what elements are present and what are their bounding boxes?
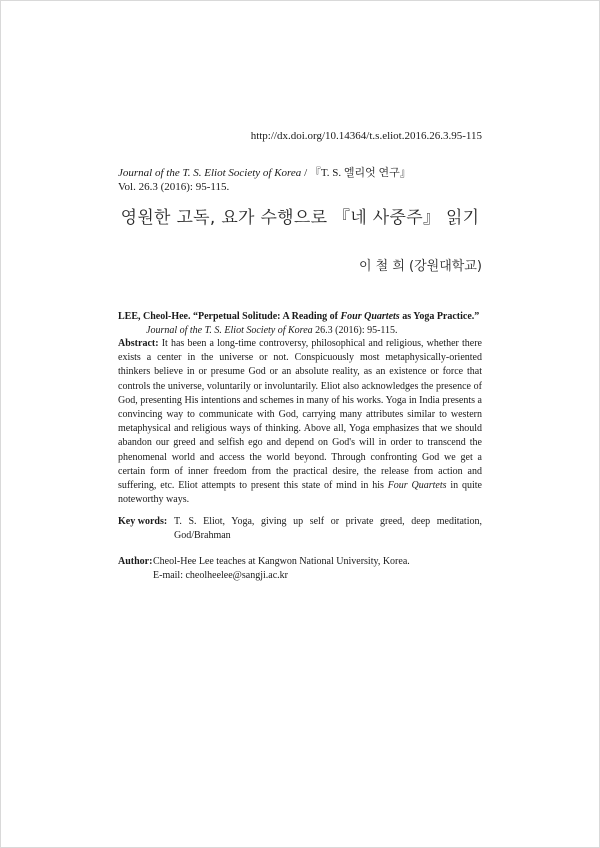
abstract-text: It has been a long-time controversy, philosophical and religious, whether there exists a center in the universe or not. Conspicuously most metaphysically-oriented thinkers believe in or presume God or an absolute reality, as an existence or force that controls the universe, voluntarily or involuntarily. Eliot also acknowledges the presence of God, presenting His intentions and schemes in many of his works. Yoga in India presents a convincing way to communicate with God, carrying many attributes similar to western metaphysical and religious ways of thinking. Above all, Yoga emphasizes that we should abandon our greed and selfish ego and depend on God's will in order to transcend the phenomenal world and access the world beyond. Through confronting God we get a certain form of inner freedom from the practical desire, the release from action and suffering, etc. Eliot attempts to present this state of mind in his [118, 338, 482, 492]
journal-name-en: Journal of the T. S. Eliot Society of Korea [118, 167, 302, 179]
keywords-text: T. S. Eliot, Yoga, giving up self or private greed, deep meditation, God/Brahman [174, 516, 482, 541]
author-korean: 이 철 희 (강원대학교) [358, 259, 482, 274]
keywords-label: Key words: [118, 516, 168, 527]
author-label: Author: [118, 556, 153, 567]
journal-separator: / [301, 167, 310, 179]
keywords [118, 515, 482, 543]
reference-suffix: as Yoga Practice.” [399, 311, 480, 322]
abstract-label: Abstract: [118, 338, 159, 349]
reference-prefix: LEE, Cheol-Hee. “Perpetual Solitude: A Reading of [118, 311, 341, 322]
journal-name-line [118, 166, 411, 180]
author-email[interactable]: E-mail: cheolheelee@sangji.ac.kr [153, 570, 288, 581]
reference-italic-title: Four Quartets [340, 311, 400, 322]
journal-name-ko: 『T. S. 엘리엇 연구』 [309, 167, 411, 179]
reference-journal: Journal of the T. S. Eliot Society of Korea [146, 325, 313, 336]
reference-citation: 26.3 (2016): 95-115. [312, 325, 398, 336]
author-info [118, 555, 482, 583]
reference-block [118, 310, 482, 338]
abstract [118, 337, 482, 507]
abstract-italic-title: Four Quartets [387, 480, 447, 492]
reference-line-1 [118, 310, 482, 324]
journal-volume: Vol. 26.3 (2016): 95-115. [118, 181, 230, 193]
abstract-text-end: in quite noteworthy ways. [118, 480, 482, 506]
paper-title: 영원한 고독, 요가 수행으로 『네 사중주』 읽기 [120, 208, 480, 228]
journal-info [118, 166, 411, 194]
author-affiliation: Cheol-Hee Lee teaches at Kangwon National University, Korea. [153, 556, 410, 567]
doi-link[interactable]: http://dx.doi.org/10.14364/t.s.eliot.2016.26.3.95-115 [250, 130, 482, 142]
reference-line-2 [118, 324, 482, 338]
